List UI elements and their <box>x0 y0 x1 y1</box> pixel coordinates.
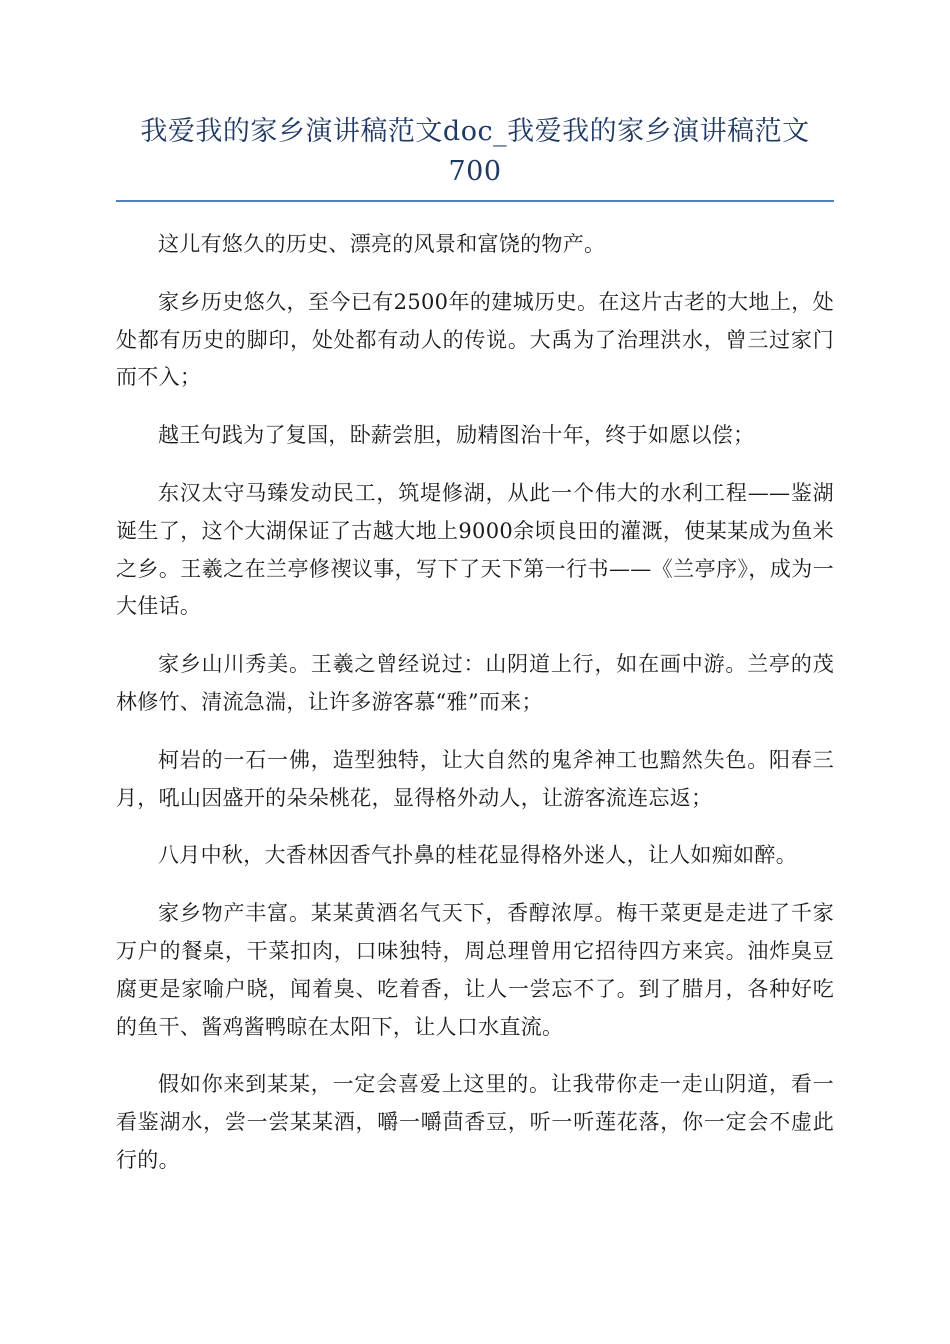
paragraph: 家乡山川秀美。王羲之曾经说过：山阴道上行，如在画中游。兰亭的茂林修竹、清流急湍，让许多游客慕“雅”而来； <box>116 652 834 714</box>
paragraph: 柯岩的一石一佛，造型独特，让大自然的鬼斧神工也黯然失色。阳春三月，吼山因盛开的朵朵桃花，显得格外动人，让游客流连忘返； <box>116 747 834 810</box>
document-body <box>116 226 834 1180</box>
document-title: 我爱我的家乡演讲稿范文doc_我爱我的家乡演讲稿范文700 <box>140 116 810 187</box>
paragraph: 八月中秋，大香林因香气扑鼻的桂花显得格外迷人，让人如痴如醉。 <box>158 843 797 868</box>
paragraph: 假如你来到某某，一定会喜爱上这里的。让我带你走一走山阴道，看一看鉴湖水，尝一尝某某酒，嚼一嚼茴香豆，听一听莲花落，你一定会不虚此行的。 <box>116 1072 834 1172</box>
title-underline <box>116 200 834 202</box>
paragraph: 家乡历史悠久，至今已有2500年的建城历史。在这片古老的大地上，处处都有历史的脚印，处处都有动人的传说。大禹为了治理洪水，曾三过家门而不入； <box>116 289 834 390</box>
paragraph: 越王句践为了复国，卧薪尝胆，励精图治十年，终于如愿以偿； <box>158 423 755 448</box>
paragraph: 家乡物产丰富。某某黄酒名气天下，香醇浓厚。梅干菜更是走进了千家万户的餐桌，干菜扣肉，口味独特，周总理曾用它招待四方来宾。油炸臭豆腐更是家喻户晓，闻着臭、吃着香，让人一尝忘不了。到了腊月，各种好吃的鱼干、酱鸡酱鸭晾在太阳下，让人口水直流。 <box>116 901 834 1039</box>
paragraph: 东汉太守马臻发动民工，筑堤修湖，从此一个伟大的水利工程——鉴湖诞生了，这个大湖保证了古越大地上9000余顷良田的灌溉，使某某成为鱼米之乡。王羲之在兰亭修禊议事，写下了天下第一行书——《兰亭序》，成为一大佳话。 <box>116 480 834 619</box>
paragraph: 这儿有悠久的历史、漂亮的风景和富饶的物产。 <box>158 232 606 256</box>
document-page <box>116 112 834 1200</box>
